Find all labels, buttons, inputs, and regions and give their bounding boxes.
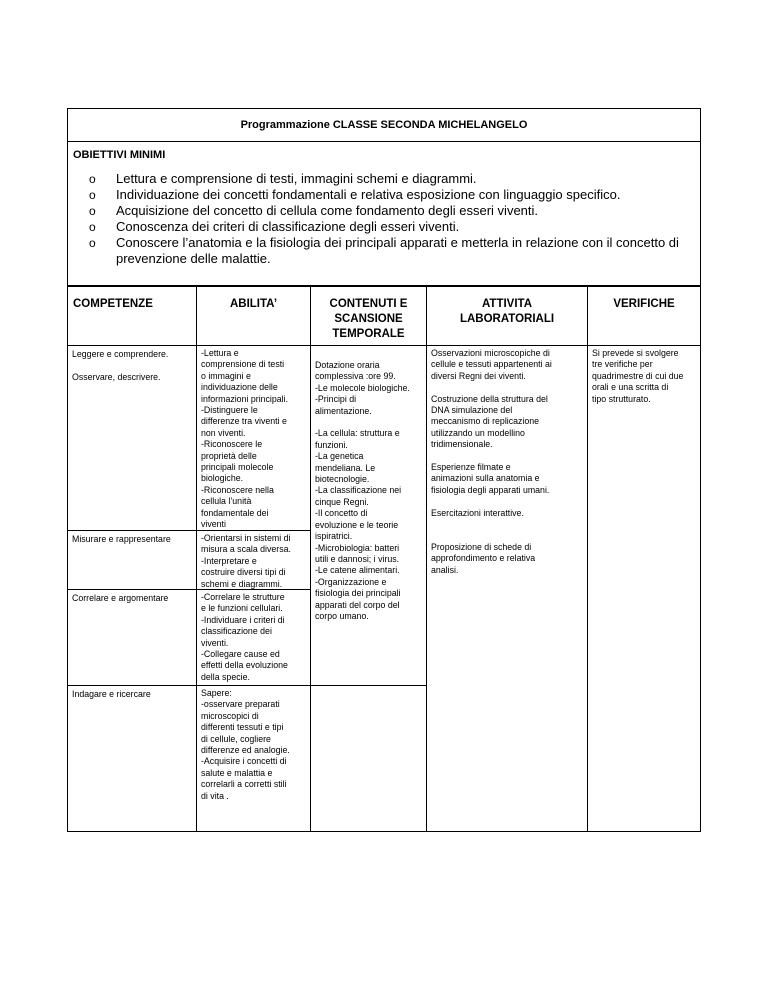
- programming-table: [67, 286, 701, 832]
- objective-item: o Acquisizione del concetto di cellula come fondamento degli esseri viventi.: [89, 203, 539, 218]
- competenza-cell: Misurare e rappresentare: [67, 530, 197, 590]
- abilita-cell: Sapere: -osservare preparati microscopici di differenti tessuti e tipi di cellule, cogliere differenze ed analogie. -Acquisire i concetti di salute e malattia e correlarli a corretti stili di vita .: [196, 685, 311, 832]
- circle-bullet-icon: o: [89, 188, 96, 202]
- document-title: Programmazione CLASSE SECONDA MICHELANGELO: [68, 109, 700, 142]
- header-competenze: COMPETENZE: [67, 286, 197, 346]
- abilita-cell: -Lettura e comprensione di testi o immagini e individuazione delle informazioni principali. -Distinguere le differenze tra viventi e non viventi. -Riconoscere le proprietà delle principali molecole biologiche. -Riconoscere nella cellula l’unità fondamentale dei viventi: [196, 345, 311, 531]
- circle-bullet-icon: o: [89, 220, 96, 234]
- circle-bullet-icon: o: [89, 172, 96, 186]
- circle-bullet-icon: o: [89, 204, 96, 218]
- header-abilita: ABILITA’: [196, 286, 311, 346]
- objective-item: o Conoscenza dei criteri di classificazione degli esseri viventi.: [89, 219, 460, 234]
- contenuti-empty-cell: [310, 685, 427, 832]
- competenza-cell: Indagare e ricercare: [67, 685, 197, 832]
- header-verifiche: VERIFICHE: [587, 286, 701, 346]
- attivita-cell: Osservazioni microscopiche di cellule e tessuti appartenenti ai diversi Regni dei viventi. Costruzione della struttura del DNA simulazione del meccanismo di replicazione utilizzando un modellino tridimensionale. Esperienze filmate e animazioni sulla anatomia e fisiologia degli apparati umani. Esercitazioni interattive. Proposizione di schede di approfondimento e relativa analisi.: [426, 345, 588, 832]
- header-contenuti: CONTENUTI E SCANSIONE TEMPORALE: [310, 286, 427, 346]
- objectives-title: OBIETTIVI MINIMI: [73, 149, 166, 161]
- abilita-cell: -Correlare le strutture e le funzioni cellulari. -Individuare i criteri di classificazione dei viventi. -Collegare cause ed effetti della evoluzione della specie.: [196, 589, 311, 686]
- competenza-cell: Leggere e comprendere. Osservare, descrivere.: [67, 345, 197, 531]
- objectives-box: [67, 108, 701, 286]
- objective-item: o Conoscere l’anatomia e la fisiologia dei principali apparati e metterla in relazione con il concetto di prevenzione delle malattie.: [89, 235, 679, 266]
- circle-bullet-icon: o: [89, 236, 96, 250]
- competenza-cell: Correlare e argomentare: [67, 589, 197, 686]
- objectives-list: [68, 171, 693, 267]
- abilita-cell: -Orientarsi in sistemi di misura a scala diversa. -Interpretare e costruire diversi tipi di schemi e diagrammi.: [196, 530, 311, 590]
- verifiche-cell: Si prevede si svolgere tre verifiche per quadrimestre di cui due orali e una scritta di tipo strutturato.: [587, 345, 701, 832]
- contenuti-cell: Dotazione oraria complessiva :ore 99. -Le molecole biologiche. -Principi di alimentazione. -La cellula: struttura e funzioni. -La genetica mendeliana. Le biotecnologie. -La classificazione nei cinque Regni. -Il concetto di evoluzione e le teorie ispiratrici. -Microbiologia: batteri utili e dannosi; i virus. -Le catene alimentari. -Organizzazione e fisiologia dei principali apparati del corpo del corpo umano.: [310, 345, 427, 686]
- objective-item: o Individuazione dei concetti fondamentali e relativa esposizione con linguaggio specifico.: [89, 187, 621, 202]
- header-attivita: ATTIVITA LABORATORIALI: [426, 286, 588, 346]
- objective-item: o Lettura e comprensione di testi, immagini schemi e diagrammi.: [89, 171, 477, 186]
